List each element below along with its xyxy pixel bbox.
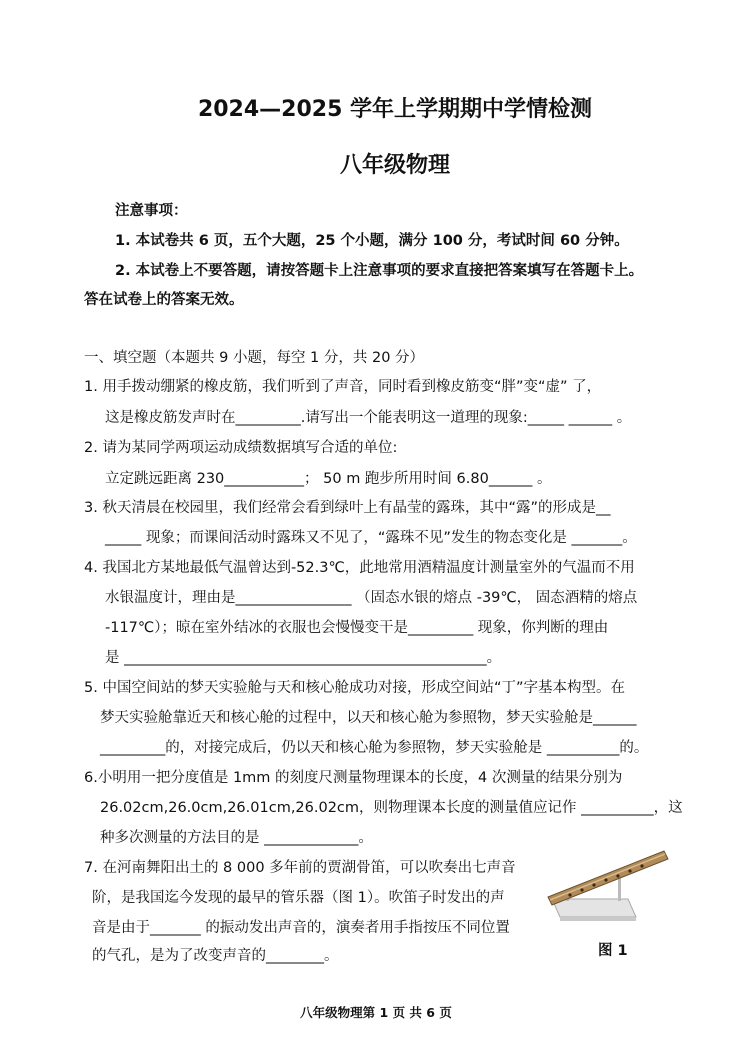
- exam-subject: 八年级物理: [339, 153, 450, 178]
- notes-item-2-line-1: 2. 本试卷上不要答题，请按答题卡上注意事项的要求直接把答案填写在答题卡上。: [115, 263, 644, 279]
- question-4-line-2: 水银温度计，理由是________________ （固态水银的熔点 -39℃， 固态酒精的熔点: [105, 590, 638, 606]
- exam-title: 2024—2025 学年上学期期中学情检测: [197, 97, 593, 122]
- question-2-line-1: 2. 请为某同学两项运动成绩数据填写合适的单位:: [84, 440, 398, 456]
- page-footer: 八年级物理第 1 页 共 6 页: [300, 1005, 452, 1020]
- question-7-line-2: 阶，是我国迄今发现的最早的管乐器（图 1）。吹笛子时发出的声: [92, 890, 505, 906]
- question-5-line-3: _________的，对接完成后，仍以天和核心舱为参照物，梦天实验舱是 __________的。: [100, 740, 649, 756]
- question-5-line-1: 5. 中国空间站的梦天实验舱与天和核心舱成功对接，形成空间站“丁”字基本构型。在: [84, 680, 625, 696]
- question-5-line-2: 梦天实验舱靠近天和核心舱的过程中，以天和核心舱为参照物，梦天实验舱是______: [100, 710, 637, 726]
- question-1-line-2: 这是橡皮筋发声时在_________.请写出一个能表明这一道理的现象:_____ ______ 。: [105, 410, 632, 426]
- question-2-line-2: 立定跳远距离 230___________； 50 m 跑步所用时间 6.80______ 。: [105, 471, 552, 487]
- notes-heading: 注意事项：: [115, 203, 188, 219]
- figure-1-caption: 图 1: [598, 943, 628, 959]
- question-6-line-3: 种多次测量的方法目的是 _____________。: [100, 830, 373, 846]
- section-1-heading: 一、填空题（本题共 9 小题，每空 1 分，共 20 分）: [84, 350, 425, 366]
- question-1-line-1: 1. 用手拨动绷紧的橡皮筋，我们听到了声音，同时看到橡皮筋变“胖”变“虚” 了，: [84, 379, 602, 395]
- question-6-line-2: 26.02cm,26.0cm,26.01cm,26.02cm，则物理课本长度的测量值应记作 __________，这: [100, 800, 683, 816]
- bone-flute-image: [540, 845, 670, 925]
- question-4-line-3: -117℃）；晾在室外结冰的衣服也会慢慢变干是_________ 现象，你判断的理由: [105, 620, 609, 636]
- question-7-line-1: 7. 在河南舞阳出土的 8 000 多年前的贾湖骨笛，可以吹奏出七声音: [84, 860, 516, 876]
- question-3-line-2: _____ 现象；而课间活动时露珠又不见了，“露珠不见”发生的物态变化是 _______。: [105, 530, 637, 546]
- notes-item-2-line-2: 答在试卷上的答案无效。: [84, 292, 244, 308]
- notes-item-1: 1. 本试卷共 6 页，五个大题，25 个小题，满分 100 分，考试时间 60 分钟。: [115, 233, 629, 249]
- question-7-line-3: 音是由于_______ 的振动发出声音的，演奏者用手指按压不同位置: [92, 920, 510, 936]
- question-4-line-4: 是 __________________________________________________。: [105, 650, 502, 666]
- question-4-line-1: 4. 我国北方某地最低气温曾达到-52.3℃，此地常用酒精温度计测量室外的气温而不用: [84, 560, 635, 576]
- question-7-line-4: 的气孔，是为了改变声音的________。: [92, 948, 339, 964]
- question-3-line-1: 3. 秋天清晨在校园里，我们经常会看到绿叶上有晶莹的露珠，其中“露”的形成是__: [84, 500, 611, 516]
- question-6-line-1: 6.小明用一把分度值是 1mm 的刻度尺测量物理课本的长度，4 次测量的结果分别为: [84, 770, 623, 786]
